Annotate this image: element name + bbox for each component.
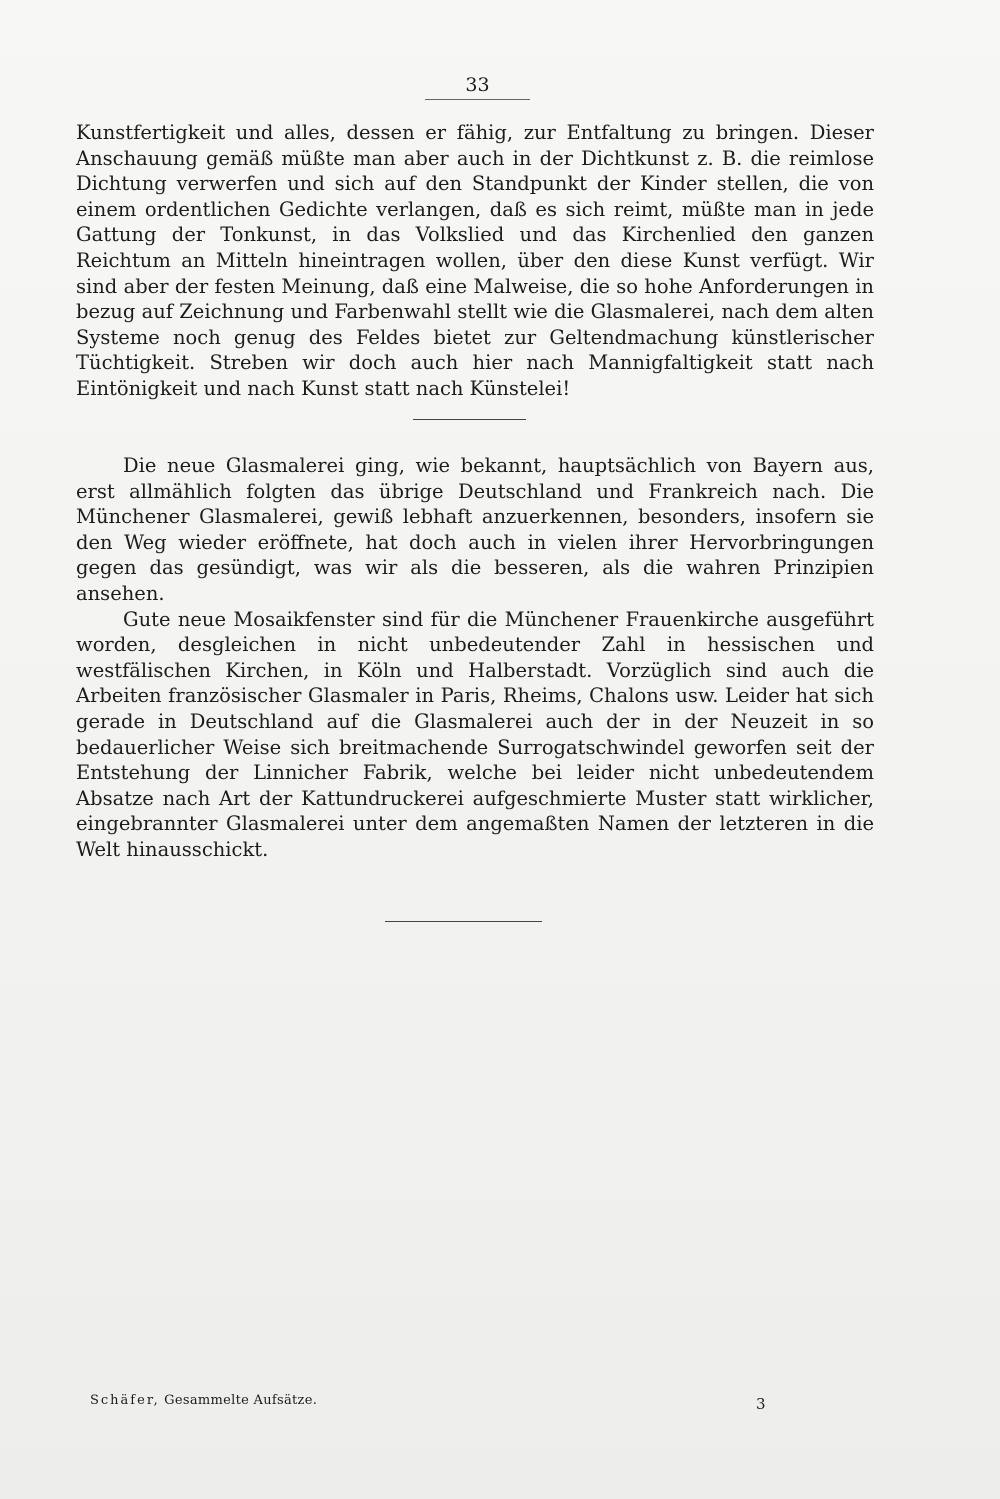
text-section-1 bbox=[76, 120, 874, 402]
section-divider bbox=[413, 419, 526, 420]
text-section-2 bbox=[76, 453, 874, 863]
end-divider bbox=[385, 921, 542, 922]
signature-mark: 3 bbox=[756, 1395, 766, 1413]
footer-citation bbox=[90, 1393, 317, 1408]
footer-title: Gesammelte Aufsätze. bbox=[164, 1393, 318, 1408]
footer-author: Schäfer, bbox=[90, 1393, 160, 1408]
paragraph-continued: Kunstfertigkeit und alles, dessen er fähig, zur Entfaltung zu bringen. Dieser Anschauung gemäß müßte man aber auch in der Dichtkunst z. B. die reimlose Dichtung verwerfen und sich auf den Standpunkt der Kinder stellen, die von einem ordentlichen Gedichte verlangen, daß es sich reimt, müßte man in jede Gattung der Tonkunst, in das Volkslied und das Kirchenlied den ganzen Reichtum an Mitteln hineintragen wollen, über den diese Kunst verfügt. Wir sind aber der festen Meinung, daß eine Malweise, die so hohe Anforderungen in bezug auf Zeichnung und Farbenwahl stellt wie die Glasmalerei, nach dem alten Systeme noch genug des Feldes bietet zur Geltendmachung künstlerischer Tüchtigkeit. Streben wir doch auch hier nach Mannigfaltigkeit statt nach Eintönigkeit und nach Kunst statt nach Künstelei! bbox=[76, 121, 874, 400]
page-number: 33 bbox=[425, 74, 530, 100]
paragraph-glasmalerei-bayern: Die neue Glasmalerei ging, wie bekannt, hauptsächlich von Bayern aus, erst allmählich folgten das übrige Deutschland und Frankreich nach. Die Münchener Glasmalerei, gewiß lebhaft anzuerkennen, besonders, insofern sie den Weg wieder eröffnete, hat doch auch in vielen ihrer Hervorbringungen gegen das gesündigt, was wir als die besseren, als die wahren Prinzipien ansehen. bbox=[76, 454, 874, 605]
paragraph-mosaikfenster: Gute neue Mosaikfenster sind für die Münchener Frauenkirche ausgeführt worden, desgleichen in nicht unbedeutender Zahl in hessischen und westfälischen Kirchen, in Köln und Halberstadt. Vorzüglich sind auch die Arbeiten französischer Glasmaler in Paris, Rheims, Chalons usw. Leider hat sich gerade in Deutschland auf die Glasmalerei auch der in der Neuzeit in so bedauerlicher Weise sich breitmachende Surrogatschwindel geworfen seit der Entstehung der Linnicher Fabrik, welche bei leider nicht unbedeutendem Absatze nach Art der Kattundruckerei aufgeschmierte Muster statt wirklicher, eingebrannter Glasmalerei unter dem angemaßten Namen der letzteren in die Welt hinausschickt. bbox=[76, 607, 874, 861]
